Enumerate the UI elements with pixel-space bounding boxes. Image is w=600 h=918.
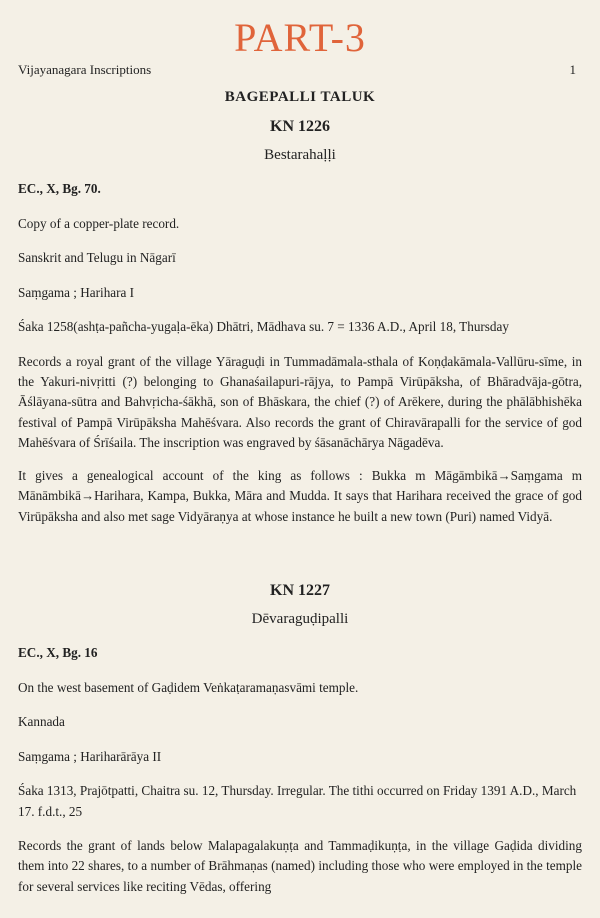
entry-reference: EC., X, Bg. 70. xyxy=(18,181,101,197)
entry-date: Śaka 1313, Prajōtpatti, Chaitra su. 12, Thursday. Irregular. The tithi occurred on Friday 1391 A.D., March 17. f.d.t., 25 xyxy=(18,783,577,819)
entry-kn1227 xyxy=(18,579,582,897)
entry-place: Dēvaraguḍipalli xyxy=(251,610,349,627)
entry-reference: EC., X, Bg. 16 xyxy=(18,645,98,661)
entry-date: Śaka 1258(ashṭa-pañcha-yugaḷa-ēka) Dhātri, Mādhava su. 7 = 1336 A.D., April 18, Thursday xyxy=(18,319,509,335)
page-content xyxy=(18,86,582,909)
entry-dynasty: Saṃgama ; Hariharārāya II xyxy=(18,748,162,764)
running-head: Vijayanagara Inscriptions xyxy=(18,62,152,77)
entry-description: Copy of a copper-plate record. xyxy=(18,215,180,231)
entry-language: Kannada xyxy=(18,714,65,730)
entry-number: KN 1227 xyxy=(270,582,330,600)
entry-number: KN 1226 xyxy=(270,118,330,136)
entry-description: On the west basement of Gaḍidem Veṅkaṭaramaṇasvāmi temple. xyxy=(18,679,359,695)
page-number: 1 xyxy=(569,62,576,77)
entry-kn1226 xyxy=(18,115,582,527)
entry-paragraph: Records a royal grant of the village Yāraguḍi in Tummadāmala-sthala of Koṇḍakāmala-Vallūru-sīme, in the Yakuri-nivṛitti (?) belonging to Ghanaśailapuri-rājya, to Pampā Virūpāksha, of Bhāradvāja-gōtra, Āślāyana-sūtra and Bahvṛicha-śākhā, son of Bhāskara, the chief (?) of Arēkere, during the phālābhishēka festival of Pampā Virūpāksha Mahēśvara. Also records the grant of Chiravārapalli for the service of god Mahēśvara of Śrīśaila. The inscription was engraved by śāsanāchārya Nāgadēva. xyxy=(18,353,582,451)
entry-paragraph: It gives a genealogical account of the king as follows : Bukka m Māgāmbikā→Saṃgama m Mānāmbikā→Harihara, Kampa, Bukka, Māra and Mudda. It says that Harihara received the grace of god Virūpāksha and also met sage Vidyāraṇya at whose instance he built a new town (Puri) named Vidyā. xyxy=(18,467,582,524)
entry-language: Sanskrit and Telugu in Nāgarī xyxy=(18,250,176,266)
entry-place: Bestarahaḷḷi xyxy=(264,147,336,164)
entry-dynasty: Saṃgama ; Harihara I xyxy=(18,284,135,300)
part-title: PART-3 xyxy=(234,15,366,60)
taluk-heading: BAGEPALLI TALUK xyxy=(224,89,376,105)
entry-paragraph: Records the grant of lands below Malapagalakuṇṭa and Tammaḍikuṇṭa, in the village Gaḍida dividing them into 22 shares, to a number of Brāhmaṇas (named) including those who were employed in the temple for several services like reciting Vēdas, offering xyxy=(18,837,582,894)
